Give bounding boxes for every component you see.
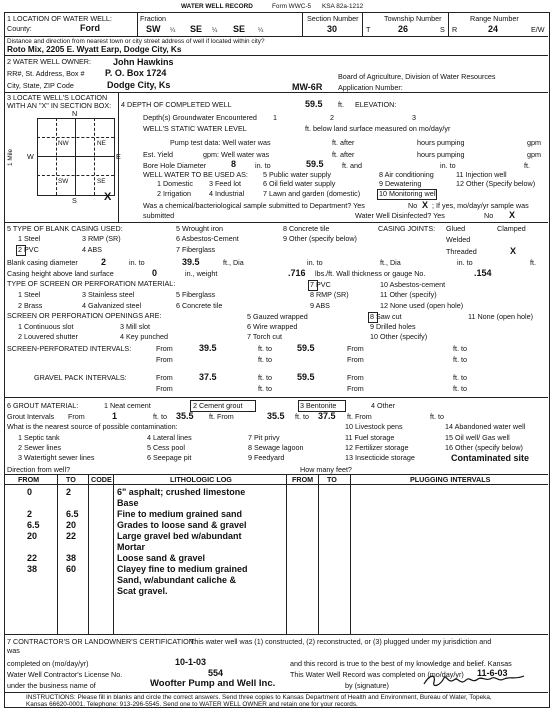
- grout-2-from: 35.5: [267, 411, 285, 421]
- mw-value: MW-6R: [292, 82, 323, 92]
- grid-line: [94, 118, 95, 195]
- hours-label: hours pumping: [417, 138, 465, 147]
- weight-label: in., weight: [185, 269, 218, 278]
- bore-ft: ft.: [524, 161, 530, 170]
- divider: [4, 692, 548, 693]
- disinfected-label: Water Well Disinfected? Yes: [355, 211, 445, 220]
- log-row-to: 38: [66, 553, 77, 563]
- casing-wrought: 5 Wrought iron: [176, 224, 224, 233]
- cert-text: This water well was (1) constructed, (2) reconstructed, or (3) plugged under my jurisdiction and: [190, 637, 492, 646]
- contam-fuel: 11 Fuel storage: [345, 433, 395, 442]
- log-row-lithology: Sand, w/abundant caliche &: [117, 575, 237, 585]
- city-value: Dodge City, Ks: [107, 80, 171, 90]
- log-row-lithology: 6" asphalt; crushed limestone: [117, 487, 246, 497]
- screen-rmp: 8 RMP (SR): [310, 290, 349, 299]
- opening-torch: 7 Torch cut: [247, 332, 283, 341]
- contam-insecticide: 13 Insecticide storage: [345, 453, 415, 462]
- col-from: FROM: [18, 475, 40, 484]
- well-location-mark: X: [104, 191, 112, 203]
- opening-saw: 8 Saw cut: [370, 312, 402, 321]
- gpi-label: GRAVEL PACK INTERVALS:: [34, 373, 127, 382]
- casing-diameter: 2: [101, 257, 107, 267]
- business-name: Woofter Pump and Well Inc.: [150, 678, 276, 689]
- gpi-from-label-2: From: [347, 373, 364, 382]
- how-many-feet-label: How many feet?: [300, 465, 352, 474]
- gpi-from: 37.5: [199, 372, 217, 382]
- grout-other: 4 Other: [371, 401, 395, 410]
- weight-value: .716: [288, 268, 306, 278]
- use-oilfield: 6 Oil field water supply: [263, 179, 336, 188]
- log-row-to: 2: [66, 487, 72, 497]
- bore-value: 8: [231, 159, 237, 169]
- grout-to-label-2: ft. to: [295, 412, 309, 421]
- divider: [137, 12, 138, 36]
- screen-asbestos: 10 Asbestos-cement: [380, 280, 446, 289]
- instructions: INSTRUCTIONS: Please fill in blanks and circle the correct answers. Send three copies to Kansas Department of Health and Environment, Bureau of Water, Topeka,: [26, 694, 492, 701]
- log-row-from: 38: [27, 564, 38, 574]
- use-irrigation: 2 Irrigation: [157, 189, 191, 198]
- contam-seepage: 6 Seepage pit: [147, 453, 192, 462]
- screen-other: 11 Other (specify): [380, 290, 437, 299]
- spi-from: 39.5: [199, 343, 217, 353]
- bore-to-value: 59.5: [306, 159, 324, 169]
- static-level-text: ft. below land surface measured on mo/day/yr: [305, 124, 451, 133]
- bore-in-to: in. to: [255, 161, 271, 170]
- use-domestic: 1 Domestic: [157, 179, 193, 188]
- log-row-lithology: Grades to loose sand & gravel: [117, 520, 247, 530]
- grout-cement: 2 Cement grout: [193, 401, 243, 410]
- casing-to: 39.5: [182, 257, 200, 267]
- hours-label: hours pumping: [417, 150, 465, 159]
- board-label: Board of Agriculture, Division of Water Resources: [338, 72, 496, 81]
- spi-to-label: ft. to: [258, 344, 272, 353]
- contamination-label: What is the nearest source of possible contamination:: [7, 422, 178, 431]
- screen-none: 12 None used (open hole): [380, 301, 464, 310]
- gpm-label: gpm: [527, 138, 541, 147]
- contam-watertight: 3 Watertight sewer lines: [18, 453, 95, 462]
- log-row-lithology: Fine to medium grained sand: [117, 509, 243, 519]
- quad-nw: NW: [58, 140, 69, 147]
- col-line: [57, 474, 58, 634]
- joints-glued: Glued: [446, 224, 466, 233]
- chem-label: Was a chemical/bacteriological sample submitted to Department? Yes: [143, 201, 365, 210]
- wall-value: .154: [474, 268, 492, 278]
- screen-brass: 2 Brass: [18, 301, 43, 310]
- spi-from-label-3: From: [156, 355, 173, 364]
- screen-stainless: 3 Stainless steel: [82, 290, 135, 299]
- mile-label: 1 Mile: [7, 148, 14, 166]
- wall-label: lbs./ft. Wall thickness or gauge No.: [315, 269, 426, 278]
- spi-from-label: From: [156, 344, 173, 353]
- grout-to-label: ft. to: [153, 412, 167, 421]
- section-1-label: 1 LOCATION OF WATER WELL:: [7, 14, 112, 23]
- address-label: RR#, St. Address, Box #: [7, 69, 85, 78]
- joints-label: CASING JOINTS:: [378, 224, 436, 233]
- compass-s: S: [72, 196, 77, 205]
- casing-height: 0: [152, 268, 158, 278]
- contam-lateral: 4 Lateral lines: [147, 433, 192, 442]
- quarter-mark: ¼: [212, 27, 218, 34]
- cert-was: was: [7, 646, 20, 655]
- log-row-from: 22: [27, 553, 38, 563]
- use-dewatering: 9 Dewatering: [379, 179, 422, 188]
- opening-louvered: 2 Louvered shutter: [18, 332, 78, 341]
- contam-oilwell: 15 Oil well/ Gas well: [445, 433, 510, 442]
- divider: [448, 12, 449, 36]
- casing-other: 9 Other (specify below): [283, 234, 357, 243]
- depth-ft: ft.: [338, 100, 344, 109]
- grid-line: [75, 118, 76, 195]
- compass-n: N: [72, 109, 78, 118]
- spi-to: 59.5: [297, 343, 315, 353]
- screen-steel: 1 Steel: [18, 290, 41, 299]
- joints-clamped: Clamped: [497, 224, 526, 233]
- threaded-mark: X: [510, 246, 517, 256]
- gpi-to-label-3: ft. to: [258, 384, 272, 393]
- grout-to-label-3: ft. to: [430, 412, 444, 421]
- divider: [362, 12, 363, 36]
- spi-from-label-2: From: [347, 344, 364, 353]
- grout-ft-from: ft. From: [209, 412, 234, 421]
- county-label: County:: [7, 24, 32, 33]
- col-line: [286, 474, 287, 634]
- record-date: 11-6-03: [477, 668, 508, 678]
- direction-label: Direction from well?: [7, 465, 71, 474]
- fraction-2: SE: [190, 24, 203, 34]
- use-feedlot: 3 Feed lot: [209, 179, 241, 188]
- divider: [4, 222, 548, 223]
- compass-w: W: [27, 152, 34, 161]
- col-line: [113, 474, 114, 634]
- screen-concrete: 6 Concrete tile: [176, 301, 223, 310]
- grout-neat: 1 Neat cement: [104, 401, 151, 410]
- yield-gpm: gpm: Well water was: [203, 150, 270, 159]
- owner-name: John Hawkins: [113, 57, 174, 67]
- contam-septic: 1 Septic tank: [18, 433, 60, 442]
- casing-ft-dia-2: ft., Dia: [380, 258, 401, 267]
- log-row-lithology: Large gravel bed w/abundant: [117, 531, 242, 541]
- business-label: under the business name of: [7, 681, 96, 690]
- casing-pvc: 2 PVC: [18, 245, 39, 254]
- gpi-from-label: From: [156, 373, 173, 382]
- ksa-code: KSA 82a-1212: [322, 3, 364, 10]
- gw-3: 3: [412, 113, 416, 122]
- gw-1: 1: [273, 113, 277, 122]
- openings-label: SCREEN OR PERFORATION OPENINGS ARE:: [7, 311, 162, 320]
- col-lithologic: LITHOLOGIC LOG: [170, 475, 232, 484]
- joints-welded: Welded: [446, 235, 471, 244]
- log-row-to: 20: [66, 520, 77, 530]
- form-frame: [4, 12, 550, 708]
- bore-in-to-2: in. to: [440, 161, 456, 170]
- use-lawn: 7 Lawn and garden (domestic): [263, 189, 361, 198]
- contam-livestock: 10 Livestock pens: [345, 422, 403, 431]
- opening-key: 4 Key punched: [120, 332, 168, 341]
- contam-cesspool: 5 Cess pool: [147, 443, 185, 452]
- contam-abandoned: 14 Abandoned water well: [445, 422, 526, 431]
- casing-asbestos: 6 Asbestos-Cement: [176, 234, 239, 243]
- opening-other: 10 Other (specify): [370, 332, 428, 341]
- contam-feedyard: 9 Feedyard: [248, 453, 285, 462]
- casing-height-label: Casing height above land surface: [7, 269, 114, 278]
- contam-lagoon: 8 Sewage lagoon: [248, 443, 304, 452]
- casing-fiberglass: 7 Fiberglass: [176, 245, 216, 254]
- col-plugging: PLUGGING INTERVALS: [410, 475, 491, 484]
- col-line: [350, 474, 351, 634]
- use-other: 12 Other (Specify below): [456, 179, 536, 188]
- section-7-label: 7 CONTRACTOR'S OR LANDOWNER'S CERTIFICATION:: [7, 637, 196, 646]
- spi-to-label-4: ft. to: [453, 355, 467, 364]
- instructions-2: Kansas 66620-0001. Telephone: 913-296-5545. Send one to WATER WELL OWNER and retain one for your records.: [26, 701, 358, 708]
- range-direction: E/W: [531, 25, 545, 34]
- quad-se: SE: [97, 178, 106, 185]
- elevation-label: ELEVATION:: [355, 100, 397, 109]
- chem-no-mark: X: [422, 200, 429, 210]
- log-row-lithology: Clayey fine to medium grained: [117, 564, 248, 574]
- opening-mill: 3 Mill slot: [120, 322, 150, 331]
- spi-to-label-3: ft. to: [258, 355, 272, 364]
- fraction-label: Fraction: [140, 14, 166, 23]
- use-air: 8 Air conditioning: [379, 170, 434, 179]
- screen-pvc: 7 PVC: [310, 280, 331, 289]
- section-3-label: 3 LOCATE WELL'S LOCATION WITH AN "X" IN SECTION BOX:: [7, 93, 112, 110]
- grid-line: [56, 118, 57, 195]
- chem-no: No: [408, 201, 418, 210]
- col-code: CODE: [91, 475, 112, 484]
- screen-galvanized: 4 Galvanized steel: [82, 301, 142, 310]
- col-from-2: FROM: [292, 475, 314, 484]
- quarter-mark: ¼: [170, 27, 176, 34]
- log-row-from: 20: [27, 531, 38, 541]
- section-number-value: 30: [327, 24, 338, 34]
- col-line: [318, 474, 319, 634]
- township-value: 26: [398, 24, 409, 34]
- use-public: 5 Public water supply: [263, 170, 331, 179]
- gw-2: 2: [330, 113, 334, 122]
- opening-none: 11 None (open hole): [468, 312, 533, 321]
- contam-fertilizer: 12 Fertilizer storage: [345, 443, 409, 452]
- quarter-mark: ¼: [258, 27, 264, 34]
- application-label: Application Number:: [338, 83, 403, 92]
- grout-intervals-label: Grout Intervals: [7, 412, 55, 421]
- casing-abs: 4 ABS: [82, 245, 102, 254]
- disinfected-no: No: [484, 211, 494, 220]
- gpi-to-label-4: ft. to: [453, 384, 467, 393]
- gpi-to-label: ft. to: [258, 373, 272, 382]
- grout-1-from: 1: [112, 411, 118, 421]
- log-row-from: 6.5: [27, 520, 40, 530]
- log-row-lithology: Mortar: [117, 542, 146, 552]
- log-row-from: 0: [27, 487, 33, 497]
- opening-gauzed: 5 Gauzed wrapped: [247, 312, 308, 321]
- section-5-label: 5 TYPE OF BLANK CASING USED:: [7, 224, 123, 233]
- bore-ft-and: ft. and: [342, 161, 362, 170]
- license-label: Water Well Contractor's License No.: [7, 670, 123, 679]
- quad-ne: NE: [97, 140, 106, 147]
- compass-e: E: [116, 152, 121, 161]
- completed-date: 10-1-03: [175, 657, 207, 667]
- depth-value: 59.5: [305, 99, 323, 109]
- quad-sw: SW: [58, 178, 69, 185]
- form-title: WATER WELL RECORD: [181, 3, 253, 10]
- col-to-2: TO: [327, 475, 337, 484]
- col-to: TO: [66, 475, 76, 484]
- range-label: Range Number: [470, 14, 519, 23]
- casing-in-to-2: in. to: [307, 258, 323, 267]
- grout-bentonite: 3 Bentonite: [300, 401, 337, 410]
- after-label: ft. after: [332, 150, 355, 159]
- use-industrial: 4 Industrial: [209, 189, 245, 198]
- bore-label: Bore Hole Diameter: [143, 161, 207, 170]
- casing-ft: ft.: [530, 258, 536, 267]
- use-monitoring: 10 Monitoring well: [379, 189, 437, 198]
- grout-from-label: From: [68, 412, 85, 421]
- city-label: City, State, ZIP Code: [7, 81, 74, 90]
- use-injection: 11 Injection well: [456, 170, 507, 179]
- groundwater-label: Depth(s) Groundwater Encountered: [143, 113, 257, 122]
- col-line: [88, 474, 89, 634]
- range-r: R: [452, 25, 458, 34]
- fraction-3: SE: [233, 24, 246, 34]
- log-row-from: 2: [27, 509, 33, 519]
- grout-ft-from-2: ft. From: [347, 412, 372, 421]
- contam-sewer: 2 Sewer lines: [18, 443, 62, 452]
- completed-label: completed on (mo/day/yr): [7, 659, 89, 668]
- signature-icon: [420, 670, 530, 692]
- casing-in-to: in. to: [129, 258, 145, 267]
- grout-1-to: 35.5: [176, 411, 194, 421]
- divider: [4, 634, 548, 635]
- joints-threaded: Threaded: [446, 247, 477, 256]
- casing-in-to-3: in. to: [457, 258, 473, 267]
- county-value: Ford: [80, 23, 100, 33]
- screen-abs: 9 ABS: [310, 301, 330, 310]
- grid-line: [37, 175, 114, 176]
- log-row-to: 6.5: [66, 509, 79, 519]
- log-row-to: 60: [66, 564, 77, 574]
- by-signature-label: by (signature): [345, 681, 389, 690]
- screen-fiberglass: 5 Fiberglass: [176, 290, 216, 299]
- casing-ft-dia: ft., Dia: [223, 258, 244, 267]
- opening-wire: 6 Wire wrapped: [247, 322, 298, 331]
- distance-value: Roto Mix, 2205 E. Wyatt Earp, Dodge City, Ks: [7, 45, 182, 54]
- screen-type-label: TYPE OF SCREEN OR PERFORATION MATERIAL:: [7, 279, 176, 288]
- grout-2-to: 37.5: [318, 411, 336, 421]
- after-label: ft. after: [332, 138, 355, 147]
- use-label: WELL WATER TO BE USED AS:: [143, 170, 248, 179]
- pump-test-label: Pump test data: Well water was: [170, 138, 271, 147]
- section-number-label: Section Number: [307, 14, 359, 23]
- record-label: This Water Well Record was completed on (mo/day/yr): [290, 670, 464, 679]
- distance-label: Distance and direction from nearest town or city street address of well if located within city?: [7, 38, 265, 45]
- disinfected-no-mark: X: [509, 210, 516, 220]
- license-number: 554: [208, 668, 224, 678]
- divider: [4, 397, 548, 398]
- gpi-from-label-3: From: [156, 384, 173, 393]
- divider: [4, 484, 548, 485]
- gpi-to: 59.5: [297, 372, 315, 382]
- casing-concrete: 8 Concrete tile: [283, 224, 330, 233]
- gpm-label: gpm: [527, 150, 541, 159]
- fraction-1: SW: [146, 24, 161, 34]
- log-row-lithology: Loose sand & gravel: [117, 553, 206, 563]
- log-row-lithology: Scat gravel.: [117, 586, 168, 596]
- divider: [4, 36, 548, 37]
- opening-drilled: 9 Drilled holes: [370, 322, 416, 331]
- grid-line: [37, 137, 114, 138]
- divider: [302, 12, 303, 36]
- yield-label: Est. Yield: [143, 150, 173, 159]
- contam-value: Contaminated site: [451, 453, 530, 463]
- section-2-label: 2 WATER WELL OWNER:: [7, 57, 91, 66]
- contam-privy: 7 Pit privy: [248, 433, 280, 442]
- spi-from-label-4: From: [347, 355, 364, 364]
- casing-rmp: 3 RMP (SR): [82, 234, 121, 243]
- gpi-to-label-2: ft. to: [453, 373, 467, 382]
- township-t: T: [366, 25, 371, 34]
- address-value: P. O. Box 1724: [105, 68, 167, 78]
- log-row-to: 22: [66, 531, 77, 541]
- spi-to-label-2: ft. to: [453, 344, 467, 353]
- range-value: 24: [488, 24, 499, 34]
- static-level-label: WELL'S STATIC WATER LEVEL: [143, 124, 247, 133]
- spi-label: SCREEN-PERFORATED INTERVALS:: [7, 344, 132, 353]
- casing-diameter-label: Blank casing diameter: [7, 258, 78, 267]
- township-s: S: [440, 25, 445, 34]
- log-row-lithology: Base: [117, 498, 139, 508]
- form-number: Form WWC-5: [272, 3, 312, 10]
- divider: [4, 55, 548, 56]
- depth-label: 4 DEPTH OF COMPLETED WELL: [121, 100, 232, 109]
- submitted-label: submitted: [143, 211, 175, 220]
- casing-steel: 1 Steel: [18, 234, 41, 243]
- contam-other: 16 Other (specify below): [445, 443, 523, 452]
- true-text: and this record is true to the best of my knowledge and belief. Kansas: [290, 659, 512, 668]
- section-6-label: 6 GROUT MATERIAL:: [7, 401, 79, 410]
- opening-continuous: 1 Continuous slot: [18, 322, 74, 331]
- gpi-from-label-4: From: [347, 384, 364, 393]
- township-label: Township Number: [384, 14, 442, 23]
- chem-tail: ; If yes, mo/day/yr sample was: [432, 201, 529, 210]
